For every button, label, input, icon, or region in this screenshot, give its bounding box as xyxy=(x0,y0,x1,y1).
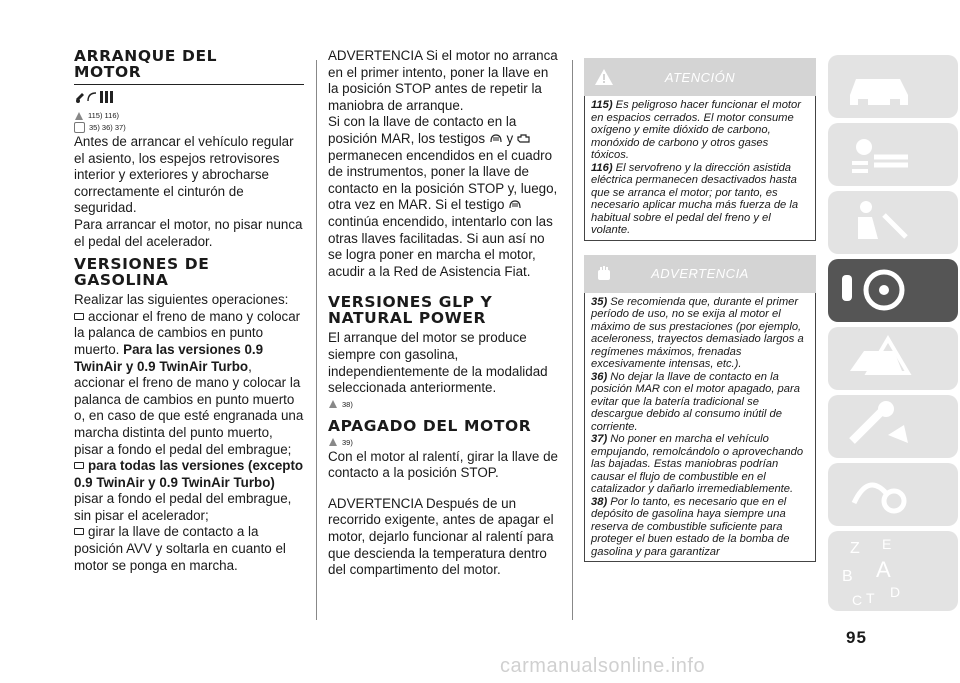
dashboard-lights-icon xyxy=(828,123,958,186)
index-letter: Z xyxy=(850,540,860,557)
index-letter: T xyxy=(866,590,875,606)
warning-triangle-icon xyxy=(594,67,614,87)
warning-triangle-icon xyxy=(328,400,338,409)
nav-index[interactable] xyxy=(828,531,958,611)
caution-hand-icon xyxy=(594,264,614,284)
nav-multimedia[interactable] xyxy=(828,463,958,526)
index-letter: D xyxy=(890,584,901,600)
paragraph: ADVERTENCIA Si el motor no arranca en el primer intento, poner la llave en la posición STOP antes de repetir la maniobra de arranque. xyxy=(328,48,558,113)
bullet-item: accionar el freno de mano y colocar la palanca de cambios en punto muerto. Para las versiones 0.9 TwinAir y 0.9 TwinAir Turbo, accionar el freno de mano y colocar la palanca de cambios en punto muerto o, en caso de que esté engranada una marcha distinta del punto muerto, pisar a fondo el pedal del embrague; xyxy=(74,308,304,457)
index-letter: B xyxy=(842,568,853,585)
column-middle xyxy=(328,48,558,579)
paragraph: El arranque del motor se produce siempre con gasolina, independientemente de la modalidad seleccionada anteriormente. xyxy=(328,330,548,396)
footer-watermark: carmanualsonline.info xyxy=(500,655,706,677)
warning-crash-icon xyxy=(828,327,958,390)
bullet-icon xyxy=(74,462,84,469)
attention-header: ATENCIÓN xyxy=(584,58,816,96)
title-underline xyxy=(74,84,304,85)
paragraph: Con el motor al ralentí, girar la llave de contacto a la posición STOP. xyxy=(328,448,558,481)
car-icon xyxy=(828,55,958,118)
section-title: VERSIONES GLP Y NATURAL POWER xyxy=(328,293,493,328)
note: 116) El servofreno y la dirección asistida eléctrica permanecen desactivados hasta que se arranca el motor; por tanto, es necesario aplicar mucha más fuerza de la habitual sobre el pedal del freno y el volante. xyxy=(591,161,799,236)
attention-box xyxy=(584,58,816,241)
bullet-item: girar la llave de contacto a la posición AVV y soltarla en cuanto el motor se ponga en marcha. xyxy=(74,524,286,573)
warning-triangle-icon xyxy=(328,438,338,447)
nav-starting-driving[interactable] xyxy=(828,259,958,322)
paragraph: Antes de arrancar el vehículo regular el asiento, los espejos retrovisores interior y exteriores y abrocharse correctamente el cinturón de seguridad. xyxy=(74,134,294,216)
nav-emergency[interactable] xyxy=(828,327,958,390)
paragraph: Si con la llave de contacto en la posición MAR, los testigos y permanecen encendidos en el cuadro de instrumentos, poner la llave de contacto en la posición STOP y, luego, otra vez en MAR. Si el testigo continúa encendido, intentarlo con las otras llaves facilitadas. Si aun así no se logra poner en marcha el motor, acudir a la Red de Asistencia Fiat. xyxy=(328,114,558,279)
caution-hand-icon xyxy=(74,122,85,133)
seat-safety-icon xyxy=(828,191,958,254)
note: 38) Por lo tanto, es necesario que en el depósito de gasolina haya siempre una reserva de combustible suficiente para proteger el buen estado de la bomba de gasolina y para garantizar xyxy=(591,495,790,558)
warning-refs: 38) xyxy=(328,400,558,410)
index-letter: E xyxy=(882,536,892,552)
index-letter: C xyxy=(852,592,863,608)
advertencia-header: ADVERTENCIA xyxy=(584,255,816,293)
section-title: VERSIONES DE GASOLINA xyxy=(74,255,210,290)
column-divider xyxy=(316,60,317,620)
bullet-item: para todas las versiones (excepto 0.9 TwinAir y 0.9 TwinAir Turbo) pisar a fondo el pedal del embrague, sin pisar el acelerador; xyxy=(74,458,304,523)
paragraph: Realizar las siguientes operaciones: xyxy=(74,292,289,308)
attention-body xyxy=(584,96,816,241)
glow-plug-icon xyxy=(508,199,522,210)
warning-refs: 39) xyxy=(328,438,558,448)
nav-dashboard-lights[interactable] xyxy=(828,123,958,186)
paragraph: Para arrancar el motor, no pisar nunca el pedal del acelerador. xyxy=(74,216,303,249)
media-settings-icon xyxy=(828,463,958,526)
glow-plug-icon xyxy=(489,133,503,144)
caution-refs: 35) 36) 37) xyxy=(74,122,304,133)
advertencia-body xyxy=(584,293,816,563)
note: 37) No poner en marcha el vehículo empujando, remolcándolo o aprovechando las bajadas. Estas maniobras podrían causar el flujo de combustible en el catalizador y dañarlo irremediablemente. xyxy=(591,433,804,495)
bullet-icon xyxy=(74,528,84,535)
nav-car[interactable] xyxy=(828,55,958,118)
warning-refs: 115) 116) xyxy=(74,111,304,121)
index-letter: A xyxy=(876,557,891,582)
steering-key-icon xyxy=(828,259,958,322)
paragraph: ADVERTENCIA Después de un recorrido exigente, antes de apagar el motor, dejarlo funcionar al ralentí para que descienda la temperatura dentro del compartimento del motor. xyxy=(328,495,554,578)
note: 36) No dejar la llave de contacto en la posición MAR con el motor apagado, para evitar que la batería tradicional se descargue debido al consumo inútil de corriente. xyxy=(591,370,800,433)
nav-safety[interactable] xyxy=(828,191,958,254)
section-title: APAGADO DEL MOTOR xyxy=(328,416,532,435)
column-divider xyxy=(572,60,573,620)
warning-triangle-icon xyxy=(74,112,84,121)
advertencia-box xyxy=(584,255,816,563)
ignition-icon xyxy=(74,89,304,110)
nav-service[interactable] xyxy=(828,395,958,458)
engine-icon xyxy=(517,133,531,144)
column-left xyxy=(74,48,304,574)
wrench-service-icon xyxy=(828,395,958,458)
note: 35) Se recomienda que, durante el primer período de uso, no se exija al motor el máximo de sus prestaciones (por ejemplo, aceleroness, trayectos demasiado largos a regímenes máximos, frenadas excesivamente intensas, etc.). xyxy=(591,295,804,370)
chapter-nav xyxy=(826,55,960,625)
page-number: 95 xyxy=(846,628,867,647)
section-title: ARRANQUE DEL MOTOR xyxy=(74,47,218,81)
note: 115) Es peligroso hacer funcionar el motor en espacios cerrados. El motor consume oxígeno y emite dióxido de carbono, monóxido de carbono y otros gases tóxicos. xyxy=(591,99,801,161)
alphabet-index-icon xyxy=(828,531,958,611)
bullet-icon xyxy=(74,313,84,320)
column-right xyxy=(584,58,816,562)
